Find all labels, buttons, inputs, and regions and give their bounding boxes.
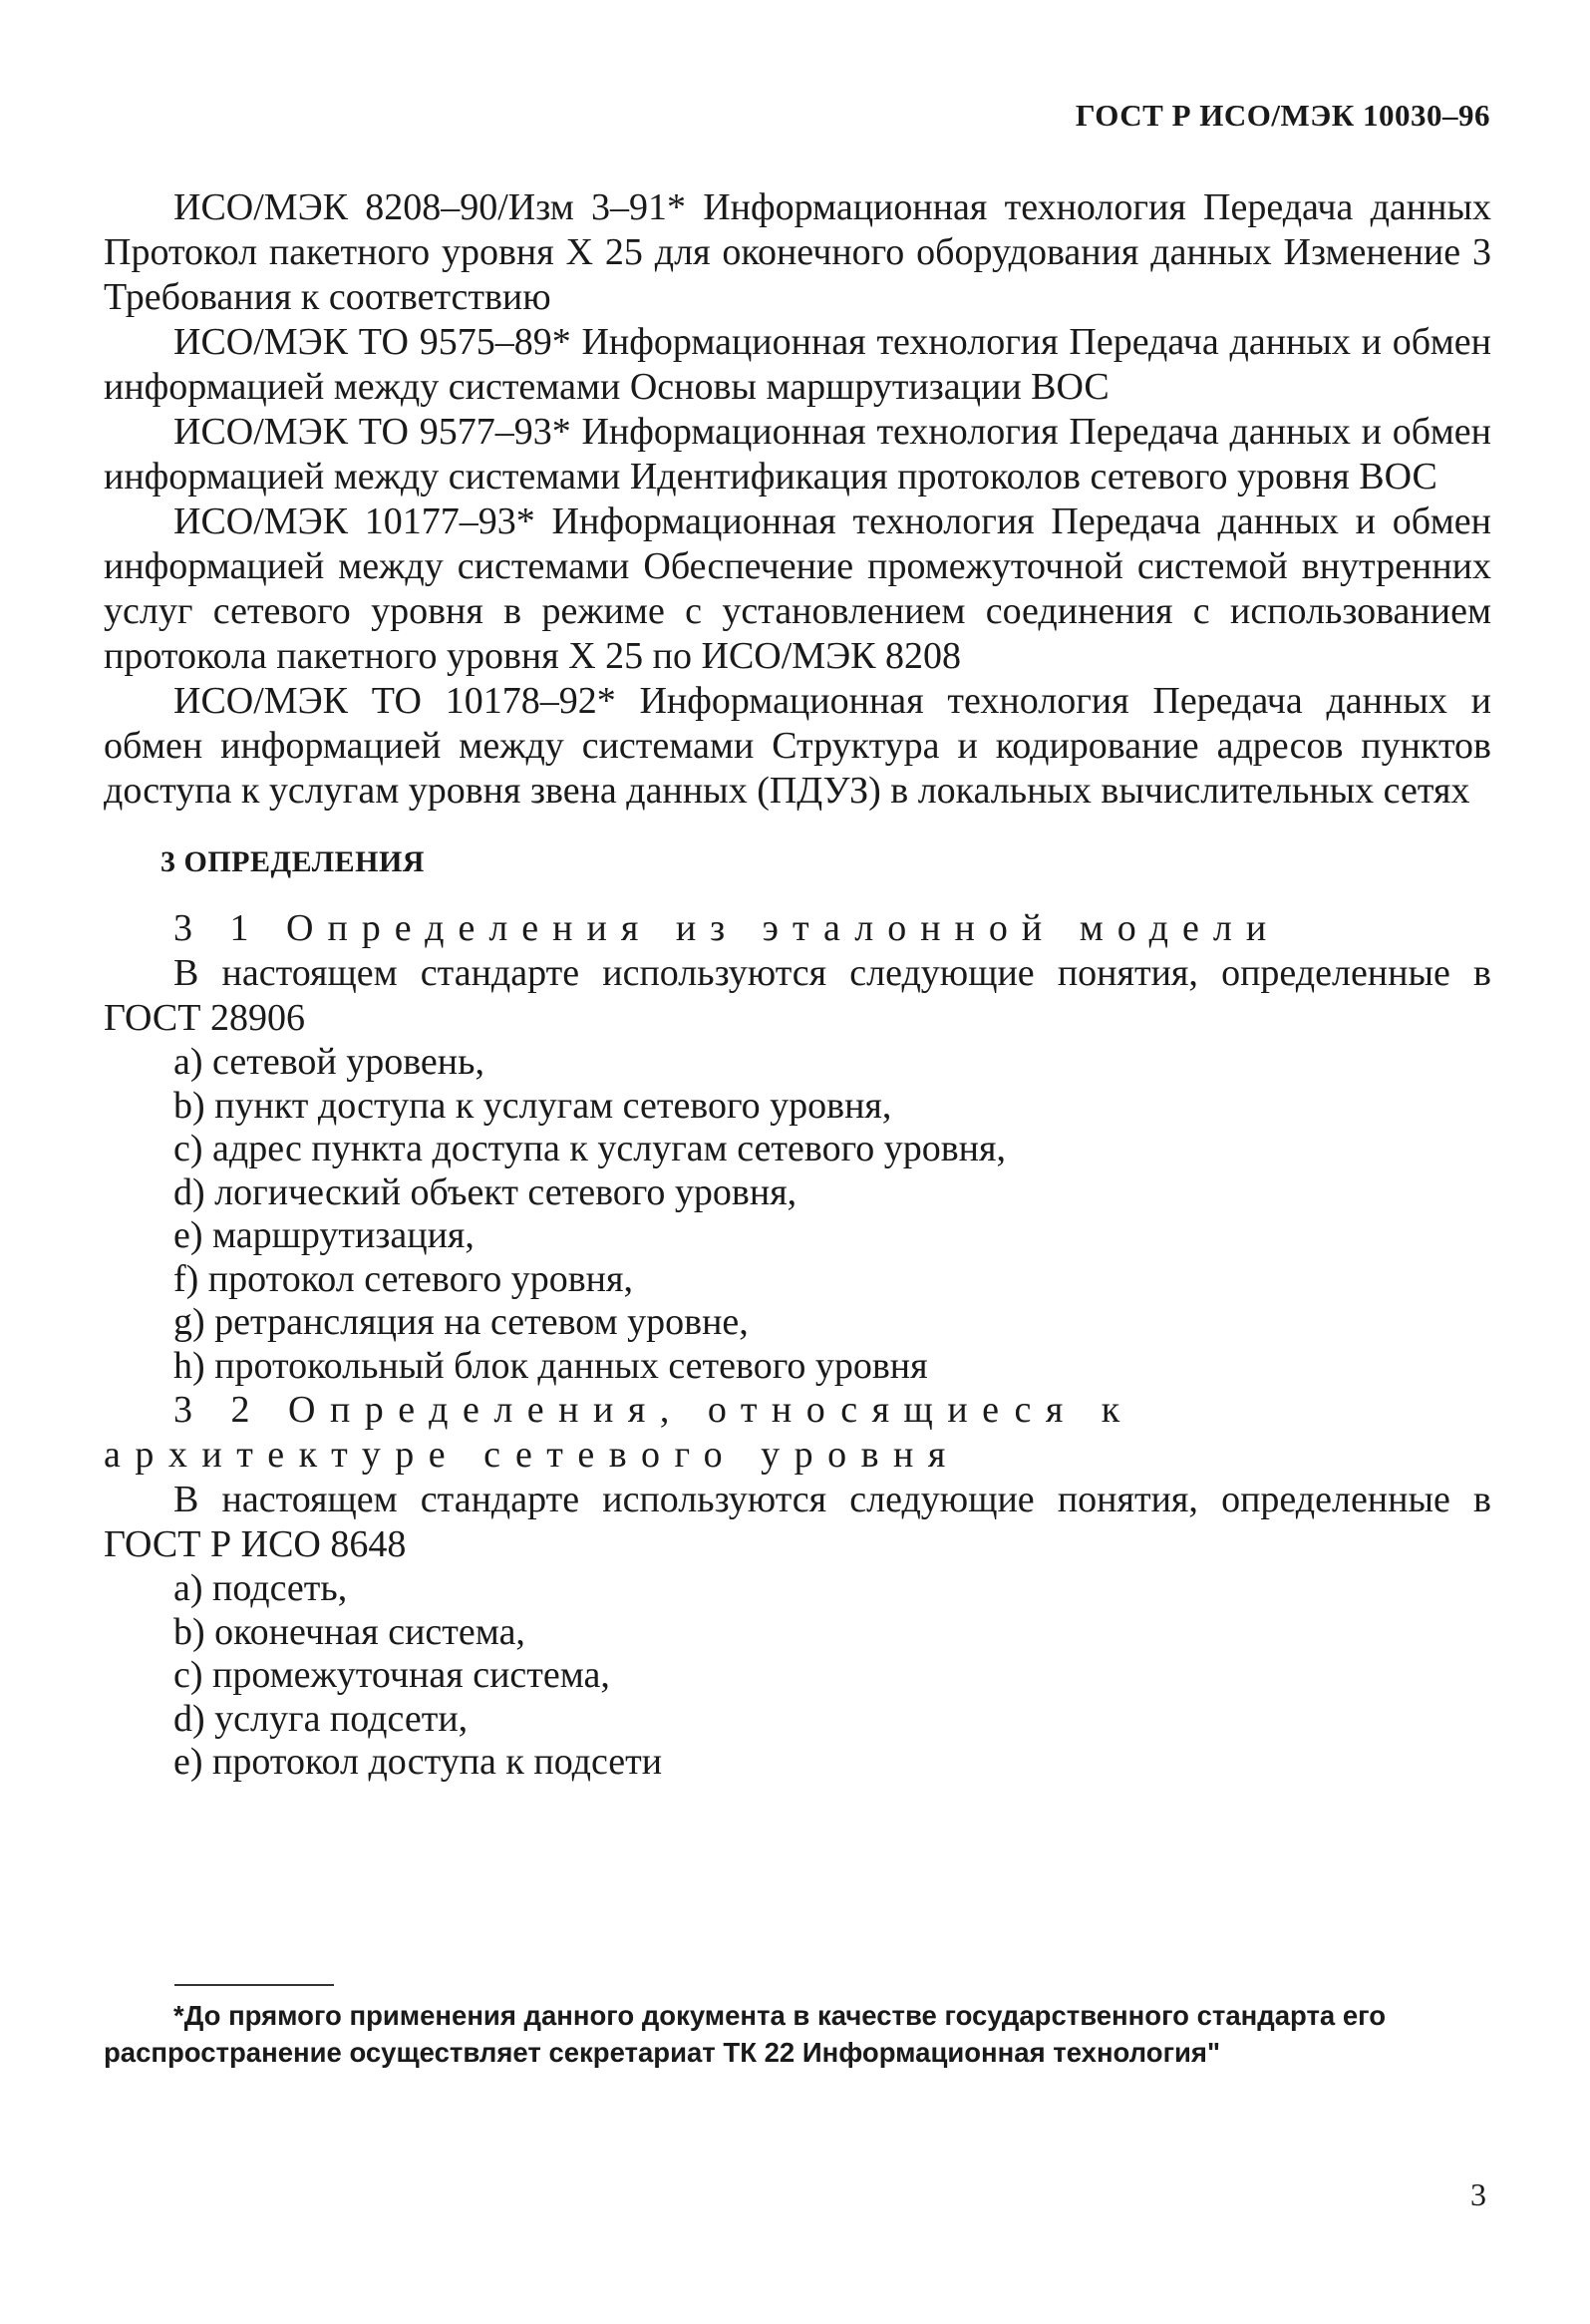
reference-item: ИСО/МЭК 8208–90/Изм 3–91* Информационная технология Передача данных Протокол пакетного уровня X 25 для оконечного оборудования данных Изменение 3 Требования к соответствию [104,186,1491,318]
list-item: d) услуга подсети, [173,1697,469,1740]
subsection-3-2 [104,1388,1491,1785]
list-item: b) оконечная система, [173,1610,525,1653]
section-heading: 3 ОПРЕДЕЛЕНИЯ [160,845,425,878]
definition-list [104,1567,1491,1785]
subsection-intro: В настоящем стандарте используются следующие понятия, определенные в ГОСТ 28906 [104,952,1491,1039]
list-item: a) подсеть, [173,1567,348,1609]
list-item: e) протокол доступа к подсети [173,1741,663,1783]
reference-item: ИСО/МЭК ТО 10178–92* Информационная технология Передача данных и обмен информацией между системами Структура и кодирование адресов пунктов доступа к услугам уровня звена данных (ПДУЗ) в локальных вычислительных сетях [104,680,1491,812]
list-item: b) пункт доступа к услугам сетевого уровня, [173,1084,892,1127]
subsection-3-1 [104,906,1491,1388]
list-item: f) протокол сетевого уровня, [173,1257,633,1300]
list-item: e) маршрутизация, [173,1214,475,1256]
list-item: a) сетевой уровень, [173,1041,484,1083]
reference-item: ИСО/МЭК 10177–93* Информационная технология Передача данных и обмен информацией между системами Обеспечение промежуточной системой внутренних услуг сетевого уровня в режиме с установлением соединения с использованием протокола пакетного уровня X 25 по ИСО/МЭК 8208 [104,500,1491,677]
reference-list [104,185,1491,814]
list-item: c) адрес пункта доступа к услугам сетевого уровня, [173,1128,1006,1169]
body-text [104,185,1491,1785]
reference-item: ИСО/МЭК ТО 9575–89* Информационная технология Передача данных и обмен информацией между системами Основы маршрутизации ВОС [104,321,1491,408]
list-item: g) ретрансляция на сетевом уровне, [173,1301,749,1343]
page-number: 3 [1470,2176,1486,2212]
list-item: h) протокольный блок данных сетевого уровня [173,1344,928,1387]
page-header: ГОСТ Р ИСО/МЭК 10030–96 [1075,98,1490,133]
subsection-title: 3 1 Определения из эталонной модели [173,907,1281,949]
footnote-divider [174,1984,334,1986]
definition-list [104,1041,1491,1388]
reference-item: ИСО/МЭК ТО 9577–93* Информационная технология Передача данных и обмен информацией между системами Идентификация протоколов сетевого уровня ВОС [104,411,1491,498]
subsection-title: 3 2 Определения, относящиеся к архитектуре сетевого уровня [104,1389,1134,1476]
footnote: *До прямого применения данного документа в качестве государственного стандарта его распространение осуществляет секретариат ТК 22 Информационная технология" [104,2000,1387,2068]
list-item: c) промежуточная система, [173,1654,610,1696]
list-item: d) логический объект сетевого уровня, [173,1170,797,1213]
subsection-intro: В настоящем стандарте используются следующие понятия, определенные в ГОСТ Р ИСО 8648 [104,1479,1491,1565]
